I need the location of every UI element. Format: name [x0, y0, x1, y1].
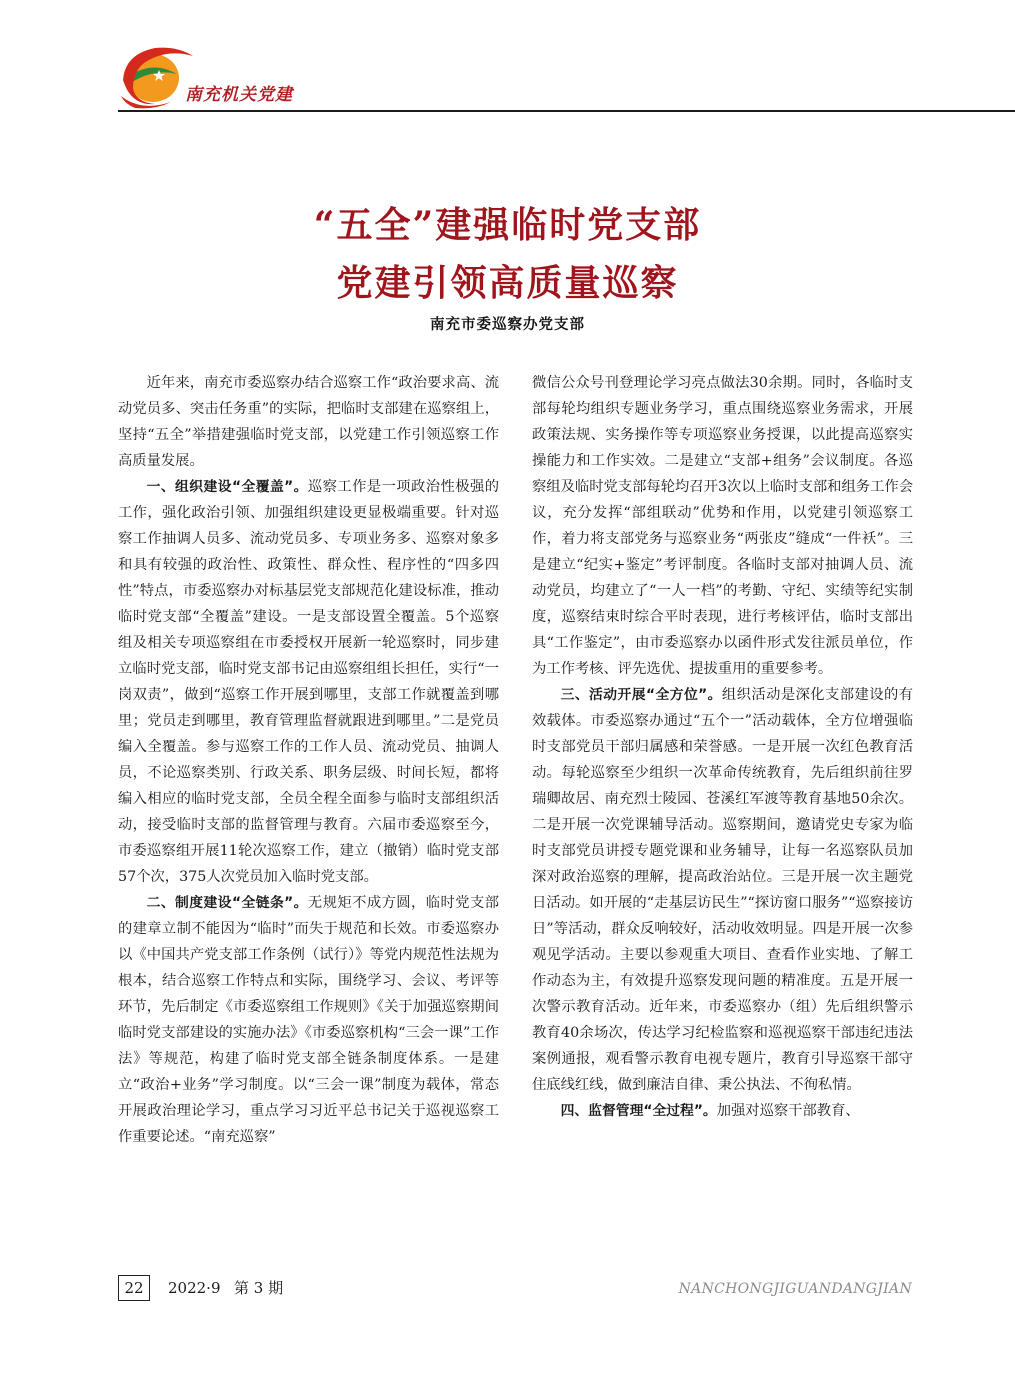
- paragraph-section-4: [532, 1098, 913, 1124]
- paragraph-text: 近年来，南充市委巡察办结合巡察工作“政治要求高、流动党员多、突击任务重”的实际，把临时支部建在巡察组上，坚持“五全”举措建强临时党支部，以党建工作引领巡察工作高质量发展。: [118, 375, 499, 469]
- paragraph-text: 巡察工作是一项政治性极强的工作，强化政治引领、加强组织建设更显极端重要。针对巡察工作抽调人员多、流动党员多、专项业务多、巡察对象多和具有较强的政治性、政策性、群众性、程序性的“四多四性”特点，市委巡察办对标基层党支部规范化建设标准，推动临时党支部“全覆盖”建设。一是支部设置全覆盖。5个巡察组及相关专项巡察组在市委授权开展新一轮巡察时，同步建立临时党支部，临时党支部书记由巡察组组长担任，实行“一岗双责”，做到“巡察工作开展到哪里，支部工作就覆盖到哪里；党员走到哪里，教育管理监督就跟进到哪里。”二是党员编入全覆盖。参与巡察工作的工作人员、流动党员、抽调人员，不论巡察类别、行政关系、职务层级、时间长短，都将编入相应的临时党支部，全员全程全面参与临时支部组织活动，接受临时支部的监督管理与教育。六届市委巡察至今，市委巡察组开展11轮次巡察工作，建立（撤销）临时党支部57个次，375人次党员加入临时党支部。: [118, 479, 499, 885]
- paragraph-section-3: [532, 682, 913, 1098]
- section-heading: 一、组织建设“全覆盖”。: [146, 479, 308, 495]
- paragraph-text: 组织活动是深化支部建设的有效载体。市委巡察办通过“五个一”活动载体，全方位增强临时支部党员干部归属感和荣誉感。一是开展一次红色教育活动。每轮巡察至少组织一次革命传统教育，先后组织前往罗瑞卿故居、南充烈士陵园、苍溪红军渡等教育基地50余次。二是开展一次党课辅导活动。巡察期间，邀请党史专家为临时支部党员讲授专题党课和业务辅导，让每一名巡察队员加深对政治巡察的理解，提高政治站位。三是开展一次主题党日活动。如开展的“走基层访民生”“探访窗口服务”“巡察接访日”等活动，群众反响较好，活动收效明显。四是开展一次参观见学活动。主要以参观重大项目、查看作业实地、了解工作动态为主，有效提升巡察发现问题的精准度。五是开展一次警示教育活动。近年来，市委巡察办（组）先后组织警示教育40余场次，传达学习纪检监察和巡视巡察干部违纪违法案例通报，观看警示教育电视专题片，教育引导巡察干部守住底线红线，做到廉洁自律、秉公执法、不徇私情。: [532, 687, 913, 1093]
- party-logo: [115, 40, 195, 112]
- paragraph-section-1: [118, 474, 499, 890]
- issue-date: 2022·9: [168, 1279, 221, 1297]
- brand-name: 南充机关党建: [185, 85, 293, 105]
- article-title-line-2: 党建引领高质量巡察: [336, 262, 679, 304]
- footer-brand-pinyin: NANCHONGJIGUANDANGJIAN: [678, 1281, 912, 1297]
- paragraph-section-2: [118, 890, 499, 1150]
- section-heading: 二、制度建设“全链条”。: [146, 895, 308, 911]
- header-divider: [118, 110, 1015, 112]
- section-heading: 四、监督管理“全过程”。: [560, 1103, 717, 1119]
- issue-number: 第 3 期: [234, 1279, 284, 1297]
- page-number: 22: [118, 1275, 150, 1301]
- left-column: [118, 370, 499, 1150]
- paragraph-text: 加强对巡察干部教育、: [716, 1103, 860, 1119]
- article-author: 南充市委巡察办党支部: [430, 317, 585, 333]
- paragraph-text: 无规矩不成方圆，临时党支部的建章立制不能因为“临时”而失于规范和长效。市委巡察办以《中国共产党支部工作条例（试行）》等党内规范性法规为根本，结合巡察工作特点和实际，围绕学习、会议、考评等环节，先后制定《市委巡察组工作规则》《关于加强巡察期间临时党支部建设的实施办法》《市委巡察机构“三会一课”工作法》等规范，构建了临时党支部全链条制度体系。一是建立“政治+业务”学习制度。以“三会一课”制度为载体，常态开展政治理论学习，重点学习习近平总书记关于巡视巡察工作重要论述。“南充巡察”: [118, 895, 499, 1145]
- paragraph-intro: [118, 370, 499, 474]
- right-column: [532, 370, 913, 1124]
- section-heading: 三、活动开展“全方位”。: [560, 687, 722, 703]
- article-title-line-1: “五全”建强临时党支部: [313, 204, 702, 246]
- paragraph-text: 微信公众号刊登理论学习亮点做法30余期。同时，各临时支部每轮均组织专题业务学习，重点围绕巡察业务需求，开展政策法规、实务操作等专项巡察业务授课，以此提高巡察实操能力和工作实效。二是建立“支部+组务”会议制度。各巡察组及临时党支部每轮均召开3次以上临时支部和组务工作会议，充分发挥“部组联动”优势和作用，以党建引领巡察工作，着力将支部党务与巡察业务“两张皮”缝成“一件袄”。三是建立“纪实+鉴定”考评制度。各临时支部对抽调人员、流动党员，均建立了“一人一档”的考勤、守纪、实绩等纪实制度，巡察结束时综合平时表现，进行考核评估，临时支部出具“工作鉴定”，由市委巡察办以函件形式发往派员单位，作为工作考核、评先选优、提拔重用的重要参考。: [532, 375, 913, 677]
- page-footer: [0, 1275, 1015, 1305]
- paragraph-continued: [532, 370, 913, 682]
